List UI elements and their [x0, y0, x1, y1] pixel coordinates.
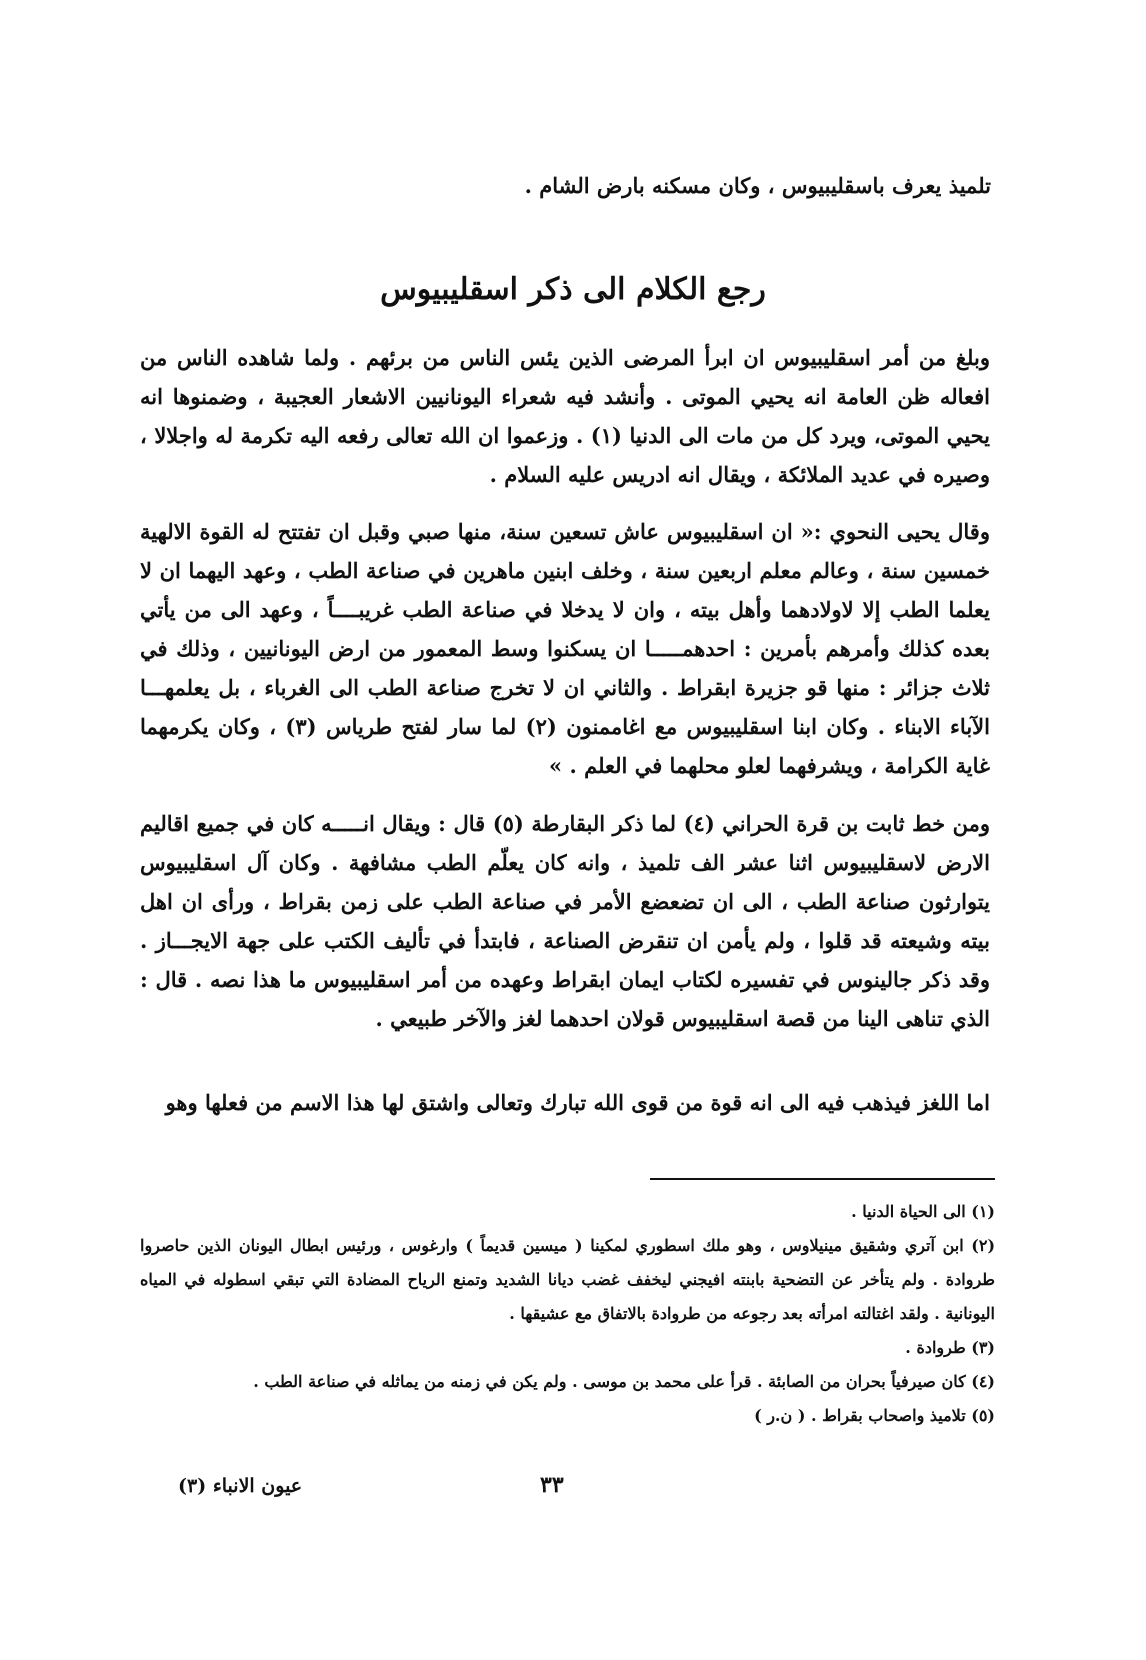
footnote-divider — [650, 1178, 995, 1180]
footnote-4: (٤) كان صيرفياً بحران من الصابئة . قرأ على محمد بن موسى . ولم يكن في زمنه من يماثله في صناعة الطب . — [253, 1372, 995, 1391]
paragraph-4: اما اللغز فيذهب فيه الى انه قوة من قوى الله تبارك وتعالى واشتق لها هذا الاسم من فعلها وهو — [165, 1090, 990, 1115]
footnote-2: (٢) ابن آتري وشقيق مينيلاوس ، وهو ملك اسطوري لمكينا ( ميسين قديماً ) وارغوس ، ورئيس ابطال اليونان الذين حاصروا طروادة . ولم يتأخر عن التضحية بابنته افيجني ليخفف غضب ديانا الشديد وتمنع الرياح المضادة التي تبقي اسطوله في المياه اليونانية . ولقد اغتالته امرأته بعد رجوعه من طروادة بالاتفاق مع عشيقها . — [140, 1236, 996, 1323]
section-heading: رجع الكلام الى ذكر اسقليبيوس — [380, 272, 766, 307]
footnote-1: (١) الى الحياة الدنيا . — [851, 1202, 995, 1221]
paragraph-2: وقال يحيى النحوي :« ان اسقليبيوس عاش تسعين سنة، منها صبي وقبل ان تفتتح له القوة الالهية خمسين سنة ، وعالم معلم اربعين سنة ، وخلف ابنين ماهرين في صناعة الطب ، وعهد اليهما ان لا يعلما الطب إلا لاولادهما وأهل بيته ، وان لا يدخلا في صناعة الطب غريبــــاً ، وعهد الى من يأتي بعده كذلك وأمرهم بأمرين : احدهمـــــا ان يسكنوا وسط المعمور من ارض اليونانيين ، وذلك في ثلاث جزائر : منها قو جزيرة ابقراط . والثاني ان لا تخرج صناعة الطب الى الغرباء ، بل يعلمهـــا الآباء الابناء . وكان ابنا اسقليبيوس مع اغاممنون (٢) لما سار لفتح طرياس (٣) ، وكان يكرمهما غاية الكرامة ، ويشرفهما لعلو محلهما في العلم . » — [140, 519, 990, 778]
footnote-5: (٥) تلاميذ واصحاب بقراط . ( ن.ر ) — [754, 1406, 995, 1425]
paragraph-3: ومن خط ثابت بن قرة الحراني (٤) لما ذكر البقارطة (٥) قال : ويقال انـــــه كان في جميع اقاليم الارض لاسقليبيوس اثنا عشر الف تلميذ ، وانه كان يعلّم الطب مشافهة . وكان آل اسقليبيوس يتوارثون صناعة الطب ، الى ان تضعضع الأمر في صناعة الطب على زمن بقراط ، ورأى ان اهل بيته وشيعته قد قلوا ، ولم يأمن ان تنقرض الصناعة ، فابتدأ في تأليف الكتب على جهة الايجـــاز . وقد ذكر جالينوس في تفسيره لكتاب ايمان ابقراط وعهده من أمر اسقليبيوس ما هذا نصه . قال : الذي تناهى الينا من قصة اسقليبيوس قولان احدهما لغز والآخر طبيعي . — [140, 811, 990, 1031]
paragraph-1: وبلغ من أمر اسقليبيوس ان ابرأ المرضى الذين يئس الناس من برئهم . ولما شاهده الناس من افعاله ظن العامة انه يحيي الموتى . وأنشد فيه شعراء اليونانيين الاشعار العجيبة ، وضمنوها انه يحيي الموتى، ويرد كل من مات الى الدنيا (١) . وزعموا ان الله تعالى رفعه اليه تكرمة له واجلالا ، وصيره في عديد الملائكة ، ويقال انه ادريس عليه السلام . — [140, 345, 991, 487]
page-number: ٣٣ — [540, 1472, 564, 1498]
footnote-3: (٣) طروادة . — [905, 1338, 995, 1357]
running-title: عيون الانباء (٣) — [178, 1475, 303, 1497]
footnotes — [140, 1195, 995, 1433]
top-line: تلميذ يعرف باسقليبيوس ، وكان مسكنه بارض الشام . — [524, 173, 991, 198]
